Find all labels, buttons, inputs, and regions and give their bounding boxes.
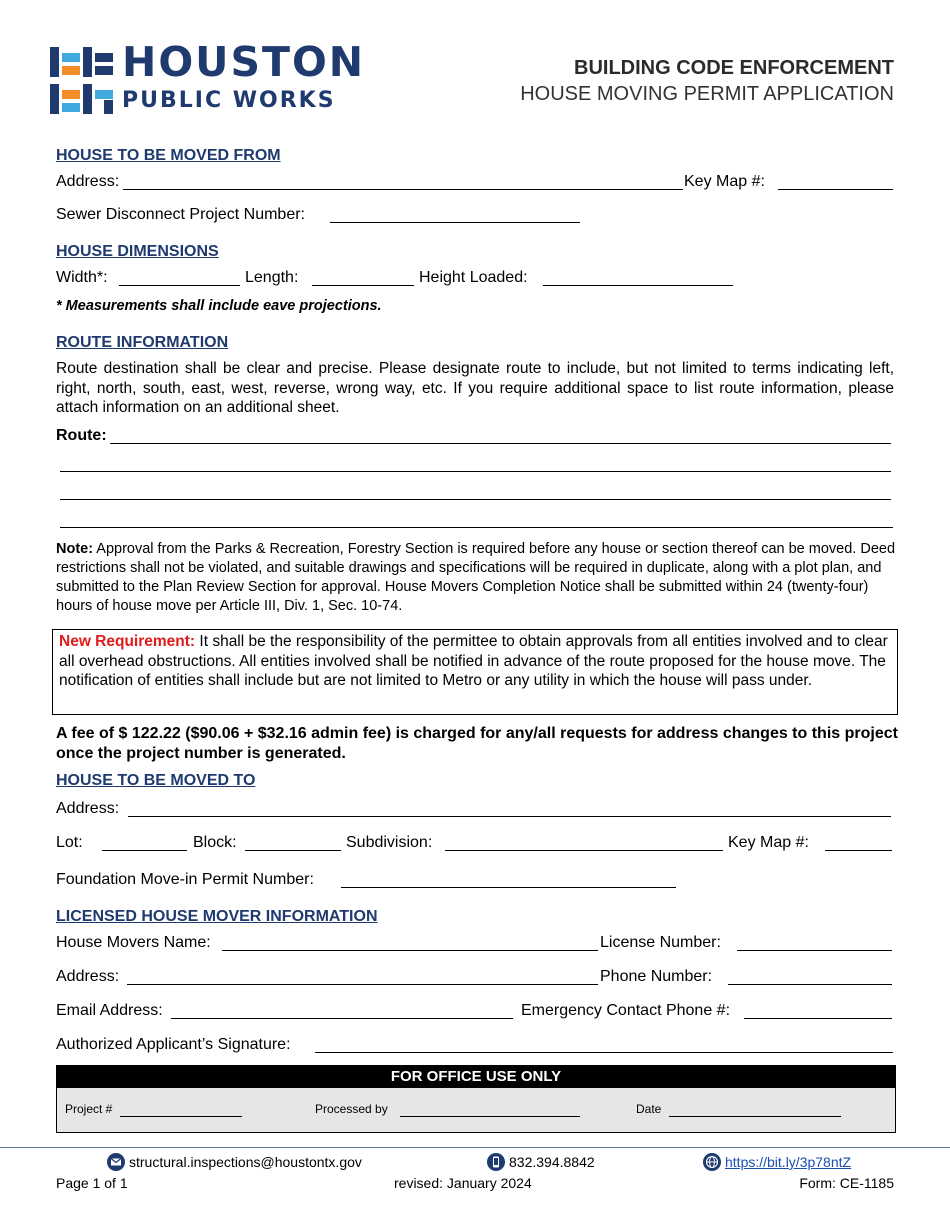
phone-number-label: Phone Number: <box>600 968 713 985</box>
footer-email-link[interactable]: structural.inspections@houstontx.gov <box>129 1154 362 1170</box>
width-label: Width*: <box>56 269 108 286</box>
office-use-box <box>56 1065 896 1133</box>
logo-wordmark-houston: HOUSTON <box>122 38 366 86</box>
mover-address-label: Address: <box>56 968 120 985</box>
address-change-fee-notice: A fee of $ 122.22 ($90.06 + $32.16 admin fee) is charged for any/all requests for address changes to this project once the project number is generated. <box>56 725 898 762</box>
new-requirement-label: New Requirement: <box>59 633 196 650</box>
houston-public-works-logo-icon <box>50 47 113 114</box>
footer-phone[interactable]: 832.394.8842 <box>509 1154 595 1170</box>
height-loaded-label: Height Loaded: <box>419 269 528 286</box>
foundation-permit-label: Foundation Move-in Permit Number: <box>56 871 314 888</box>
from-address-field[interactable] <box>123 189 683 190</box>
approval-note <box>56 540 901 616</box>
revision-date: revised: January 2024 <box>394 1175 532 1191</box>
to-address-field[interactable] <box>128 816 891 817</box>
phone-icon <box>487 1153 505 1171</box>
lot-field[interactable] <box>102 850 187 851</box>
lot-label: Lot: <box>56 834 83 851</box>
signature-field[interactable] <box>315 1052 893 1053</box>
mover-name-field[interactable] <box>222 950 598 951</box>
height-loaded-field[interactable] <box>543 285 733 286</box>
from-keymap-label: Key Map #: <box>684 173 765 190</box>
to-keymap-field[interactable] <box>825 850 892 851</box>
route-field-line-1[interactable] <box>110 443 891 444</box>
office-date-field[interactable] <box>669 1116 841 1117</box>
signature-label: Authorized Applicant’s Signature: <box>56 1036 291 1053</box>
email-address-label: Email Address: <box>56 1002 163 1019</box>
from-address-label: Address: <box>56 173 120 190</box>
note-text: Approval from the Parks & Recreation, Forestry Section is required before any house or section thereof can be moved. Deed restrictions shall not be violated, and suitable drawings and specifications will be required in duplicate, along with a plot plan, and submitted to the Plan Review Section for approval. House Movers Completion Notice shall be submitted within 24 (twenty-four) hours of house move per Article III, Div. 1, Sec. 10-74. <box>56 541 896 614</box>
new-requirement-text: It shall be the responsibility of the permittee to obtain approvals from all entities involved and to clear all overhead obstructions. All entities involved shall be notified in advance of the route proposed for the house move. The notification of entities shall include but are not limited to Metro or any utility in which the house will pass under. <box>59 633 888 689</box>
office-use-heading: FOR OFFICE USE ONLY <box>57 1066 895 1088</box>
measurement-footnote: * Measurements shall include eave projections. <box>56 298 382 314</box>
form-title: HOUSE MOVING PERMIT APPLICATION <box>520 83 894 105</box>
email-icon <box>107 1153 125 1171</box>
subdivision-field[interactable] <box>445 850 723 851</box>
route-instructions: Route destination shall be clear and precise. Please designate route to include, but not limited to terms indicating left, right, north, south, east, west, reverse, wrong way, etc. If you require additional space to list route information, please attach information on an additional sheet. <box>56 360 894 416</box>
page-number: Page 1 of 1 <box>56 1175 128 1191</box>
route-field-line-3[interactable] <box>60 499 891 500</box>
foundation-permit-field[interactable] <box>341 887 676 888</box>
emergency-contact-label: Emergency Contact Phone #: <box>521 1002 731 1019</box>
length-label: Length: <box>245 269 299 286</box>
email-address-field[interactable] <box>171 1018 513 1019</box>
section-heading-mover: LICENSED HOUSE MOVER INFORMATION <box>56 908 378 925</box>
office-processed-field[interactable] <box>400 1116 580 1117</box>
to-keymap-label: Key Map #: <box>728 834 809 851</box>
license-number-label: License Number: <box>600 934 721 951</box>
license-number-field[interactable] <box>737 950 892 951</box>
footer-divider <box>0 1147 950 1148</box>
emergency-contact-field[interactable] <box>744 1018 892 1019</box>
route-field-line-4[interactable] <box>60 527 893 528</box>
length-field[interactable] <box>312 285 414 286</box>
to-address-label: Address: <box>56 800 120 817</box>
department-title: BUILDING CODE ENFORCEMENT <box>574 57 894 79</box>
width-field[interactable] <box>119 285 240 286</box>
office-processed-label: Processed by <box>315 1102 388 1116</box>
route-field-line-2[interactable] <box>60 471 891 472</box>
new-requirement-box <box>52 629 898 715</box>
section-heading-moved-to: HOUSE TO BE MOVED TO <box>56 772 256 789</box>
sewer-disconnect-label: Sewer Disconnect Project Number: <box>56 206 305 223</box>
office-project-label: Project # <box>65 1102 113 1116</box>
subdivision-label: Subdivision: <box>346 834 433 851</box>
section-heading-dimensions: HOUSE DIMENSIONS <box>56 243 219 260</box>
form-number: Form: CE-1185 <box>799 1175 894 1191</box>
from-keymap-field[interactable] <box>778 189 893 190</box>
note-label: Note: <box>56 541 94 557</box>
office-project-field[interactable] <box>120 1116 242 1117</box>
block-field[interactable] <box>245 850 341 851</box>
office-date-label: Date <box>636 1102 662 1116</box>
mover-address-field[interactable] <box>127 984 598 985</box>
footer-url-link[interactable]: https://bit.ly/3p78ntZ <box>725 1154 852 1170</box>
globe-icon <box>703 1153 721 1171</box>
sewer-disconnect-field[interactable] <box>330 222 580 223</box>
mover-name-label: House Movers Name: <box>56 934 211 951</box>
route-label: Route: <box>56 427 107 444</box>
section-heading-route: ROUTE INFORMATION <box>56 334 229 351</box>
block-label: Block: <box>193 834 237 851</box>
logo-wordmark-public-works: PUBLIC WORKS <box>122 88 336 113</box>
phone-number-field[interactable] <box>728 984 892 985</box>
section-heading-moved-from: HOUSE TO BE MOVED FROM <box>56 147 281 164</box>
